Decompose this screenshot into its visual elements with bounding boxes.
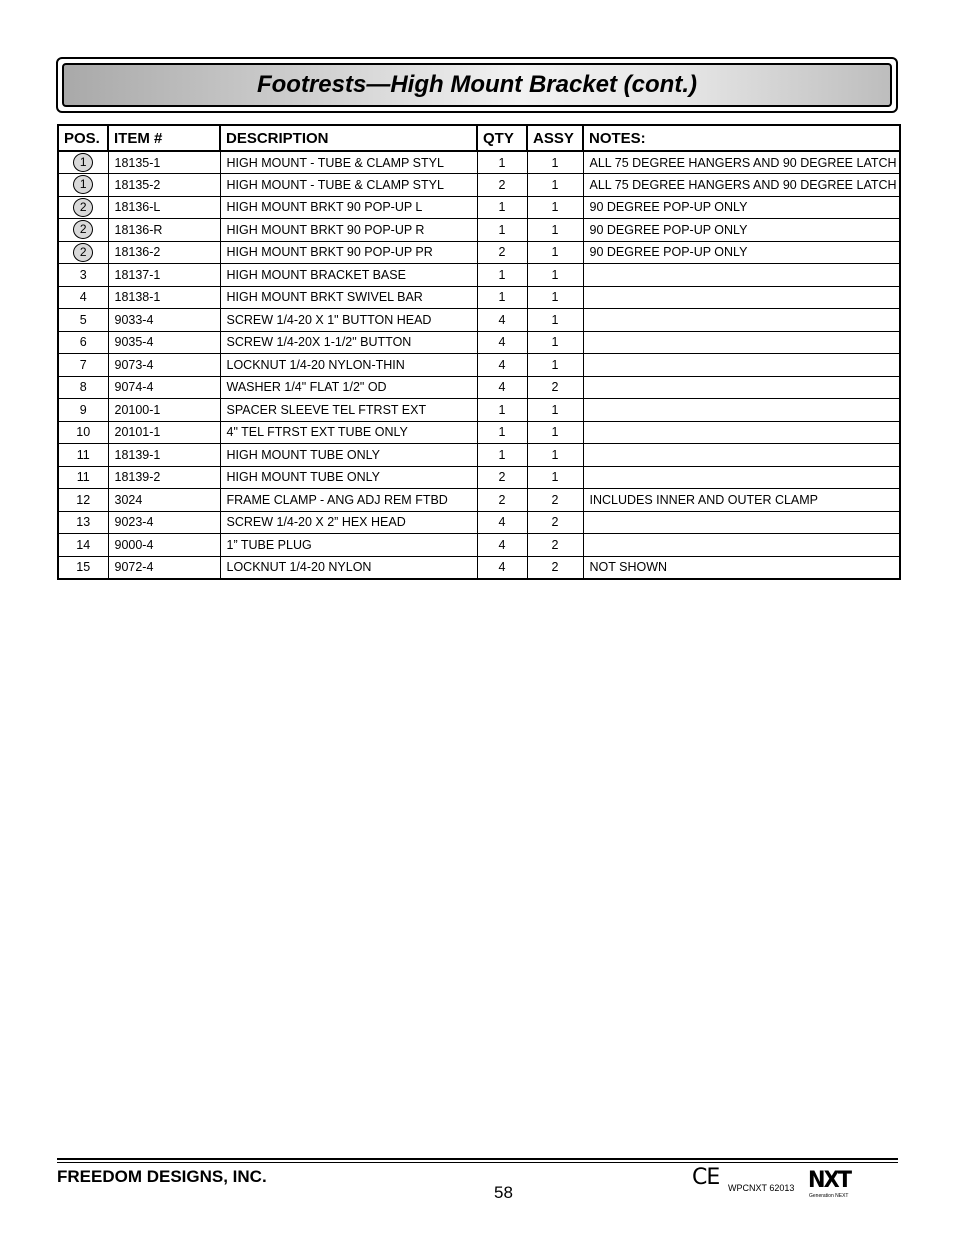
cell-notes: ALL 75 DEGREE HANGERS AND 90 DEGREE LATCH <box>583 174 900 197</box>
ce-mark-logo: CE <box>692 1165 720 1190</box>
cell-pos <box>58 241 108 264</box>
table-row <box>58 264 900 287</box>
footer-divider-thin <box>57 1162 898 1163</box>
cell-pos: 7 <box>58 354 108 377</box>
cell-notes <box>583 444 900 467</box>
cell-notes: 90 DEGREE POP-UP ONLY <box>583 219 900 242</box>
header-qty: QTY <box>477 125 527 151</box>
table-row <box>58 309 900 332</box>
cell-notes <box>583 376 900 399</box>
cell-assy: 2 <box>527 556 583 579</box>
cell-description: SCREW 1/4-20 X 2” HEX HEAD <box>220 511 477 534</box>
cell-qty: 1 <box>477 219 527 242</box>
cell-assy: 1 <box>527 241 583 264</box>
table-row <box>58 556 900 579</box>
cell-assy: 1 <box>527 444 583 467</box>
cell-item: 18135-2 <box>108 174 220 197</box>
cell-notes <box>583 511 900 534</box>
cell-qty: 4 <box>477 354 527 377</box>
nxt-logo-text: NXT <box>808 1168 851 1193</box>
cell-qty: 4 <box>477 556 527 579</box>
cell-item: 18136-L <box>108 196 220 219</box>
cell-description: SCREW 1/4-20X 1-1/2" BUTTON <box>220 331 477 354</box>
cell-notes <box>583 309 900 332</box>
cell-pos <box>58 151 108 174</box>
company-name: FREEDOM DESIGNS, INC. <box>57 1167 267 1186</box>
parts-table <box>57 124 901 580</box>
table-row <box>58 219 900 242</box>
cell-description: SPACER SLEEVE TEL FTRST EXT <box>220 399 477 422</box>
cell-pos: 12 <box>58 489 108 512</box>
table-row <box>58 376 900 399</box>
table-row <box>58 399 900 422</box>
cell-item: 18137-1 <box>108 264 220 287</box>
cell-item: 9073-4 <box>108 354 220 377</box>
table-row <box>58 421 900 444</box>
pos-callout-circle: 1 <box>73 153 93 172</box>
cell-description: LOCKNUT 1/4-20 NYLON <box>220 556 477 579</box>
cell-description: FRAME CLAMP - ANG ADJ REM FTBD <box>220 489 477 512</box>
cell-qty: 2 <box>477 174 527 197</box>
cell-description: HIGH MOUNT BRACKET BASE <box>220 264 477 287</box>
cell-assy: 2 <box>527 376 583 399</box>
cell-item: 18136-2 <box>108 241 220 264</box>
cell-item: 18136-R <box>108 219 220 242</box>
cell-notes: 90 DEGREE POP-UP ONLY <box>583 196 900 219</box>
cell-assy: 1 <box>527 151 583 174</box>
table-row <box>58 354 900 377</box>
cell-item: 18139-2 <box>108 466 220 489</box>
cell-description: 1” TUBE PLUG <box>220 534 477 557</box>
cell-notes <box>583 286 900 309</box>
header-pos: POS. <box>58 125 108 151</box>
cell-assy: 1 <box>527 331 583 354</box>
cell-notes: ALL 75 DEGREE HANGERS AND 90 DEGREE LATCH <box>583 151 900 174</box>
table-row <box>58 196 900 219</box>
cell-notes <box>583 534 900 557</box>
cell-notes <box>583 399 900 422</box>
cell-qty: 2 <box>477 466 527 489</box>
cell-qty: 1 <box>477 196 527 219</box>
cell-notes <box>583 264 900 287</box>
cell-qty: 2 <box>477 241 527 264</box>
cell-item: 18135-1 <box>108 151 220 174</box>
cell-notes <box>583 354 900 377</box>
cell-assy: 1 <box>527 399 583 422</box>
pos-callout-circle: 2 <box>73 243 93 262</box>
cell-assy: 1 <box>527 174 583 197</box>
cell-description: WASHER 1/4" FLAT 1/2" OD <box>220 376 477 399</box>
cell-pos <box>58 196 108 219</box>
cell-assy: 1 <box>527 309 583 332</box>
cell-pos: 10 <box>58 421 108 444</box>
cell-qty: 4 <box>477 331 527 354</box>
cell-notes: NOT SHOWN <box>583 556 900 579</box>
cell-pos: 14 <box>58 534 108 557</box>
cell-qty: 1 <box>477 399 527 422</box>
cell-description: HIGH MOUNT BRKT 90 POP-UP PR <box>220 241 477 264</box>
cell-assy: 2 <box>527 489 583 512</box>
table-row <box>58 489 900 512</box>
cell-item: 9074-4 <box>108 376 220 399</box>
cell-qty: 4 <box>477 511 527 534</box>
cell-pos <box>58 174 108 197</box>
cell-pos: 15 <box>58 556 108 579</box>
cell-notes <box>583 466 900 489</box>
cell-description: HIGH MOUNT BRKT 90 POP-UP R <box>220 219 477 242</box>
table-row <box>58 241 900 264</box>
table-row <box>58 151 900 174</box>
cell-description: SCREW 1/4-20 X 1" BUTTON HEAD <box>220 309 477 332</box>
cell-assy: 2 <box>527 511 583 534</box>
cell-description: HIGH MOUNT TUBE ONLY <box>220 444 477 467</box>
header-assy: ASSY <box>527 125 583 151</box>
cell-item: 20101-1 <box>108 421 220 444</box>
cell-pos: 3 <box>58 264 108 287</box>
parts-table-body <box>58 151 900 579</box>
table-row <box>58 444 900 467</box>
cell-item: 18139-1 <box>108 444 220 467</box>
cell-item: 9033-4 <box>108 309 220 332</box>
pos-callout-circle: 2 <box>73 220 93 239</box>
cell-description: HIGH MOUNT BRKT 90 POP-UP L <box>220 196 477 219</box>
cell-pos <box>58 219 108 242</box>
title-banner <box>56 57 898 113</box>
cell-description: HIGH MOUNT - TUBE & CLAMP STYL <box>220 151 477 174</box>
cell-qty: 1 <box>477 151 527 174</box>
table-header-row <box>58 125 900 151</box>
title-banner-inner <box>62 63 892 107</box>
cell-item: 9000-4 <box>108 534 220 557</box>
cell-item: 9035-4 <box>108 331 220 354</box>
pos-callout-circle: 1 <box>73 175 93 194</box>
header-item: ITEM # <box>108 125 220 151</box>
cell-pos: 8 <box>58 376 108 399</box>
cell-assy: 2 <box>527 534 583 557</box>
cell-description: HIGH MOUNT - TUBE & CLAMP STYL <box>220 174 477 197</box>
cell-notes <box>583 421 900 444</box>
header-description: DESCRIPTION <box>220 125 477 151</box>
cell-pos: 6 <box>58 331 108 354</box>
footer-divider <box>57 1158 898 1160</box>
page-title: Footrests—High Mount Bracket (cont.) <box>256 71 697 98</box>
cell-item: 20100-1 <box>108 399 220 422</box>
document-code: WPCNXT 62013 <box>728 1183 795 1193</box>
cell-notes <box>583 331 900 354</box>
cell-description: LOCKNUT 1/4-20 NYLON-THIN <box>220 354 477 377</box>
cell-qty: 1 <box>477 264 527 287</box>
nxt-logo-subtext: Generation NEXT <box>809 1193 849 1199</box>
cell-pos: 5 <box>58 309 108 332</box>
cell-description: 4" TEL FTRST EXT TUBE ONLY <box>220 421 477 444</box>
table-row <box>58 466 900 489</box>
table-row <box>58 286 900 309</box>
table-row <box>58 511 900 534</box>
cell-qty: 4 <box>477 534 527 557</box>
cell-assy: 1 <box>527 219 583 242</box>
cell-notes: 90 DEGREE POP-UP ONLY <box>583 241 900 264</box>
cell-description: HIGH MOUNT TUBE ONLY <box>220 466 477 489</box>
header-notes: NOTES: <box>583 125 900 151</box>
cell-pos: 11 <box>58 466 108 489</box>
cell-pos: 11 <box>58 444 108 467</box>
page-number: 58 <box>494 1183 513 1202</box>
table-row <box>58 331 900 354</box>
cell-item: 3024 <box>108 489 220 512</box>
cell-item: 9072-4 <box>108 556 220 579</box>
cell-item: 18138-1 <box>108 286 220 309</box>
cell-assy: 1 <box>527 354 583 377</box>
cell-assy: 1 <box>527 466 583 489</box>
cell-pos: 13 <box>58 511 108 534</box>
cell-assy: 1 <box>527 286 583 309</box>
cell-qty: 4 <box>477 309 527 332</box>
cell-qty: 1 <box>477 286 527 309</box>
cell-notes: INCLUDES INNER AND OUTER CLAMP <box>583 489 900 512</box>
cell-assy: 1 <box>527 421 583 444</box>
table-row <box>58 174 900 197</box>
cell-qty: 4 <box>477 376 527 399</box>
nxt-logo <box>808 1168 856 1202</box>
cell-qty: 1 <box>477 421 527 444</box>
cell-assy: 1 <box>527 264 583 287</box>
cell-qty: 1 <box>477 444 527 467</box>
cell-assy: 1 <box>527 196 583 219</box>
cell-qty: 2 <box>477 489 527 512</box>
cell-pos: 9 <box>58 399 108 422</box>
cell-pos: 4 <box>58 286 108 309</box>
pos-callout-circle: 2 <box>73 198 93 217</box>
cell-description: HIGH MOUNT BRKT SWIVEL BAR <box>220 286 477 309</box>
cell-item: 9023-4 <box>108 511 220 534</box>
table-row <box>58 534 900 557</box>
